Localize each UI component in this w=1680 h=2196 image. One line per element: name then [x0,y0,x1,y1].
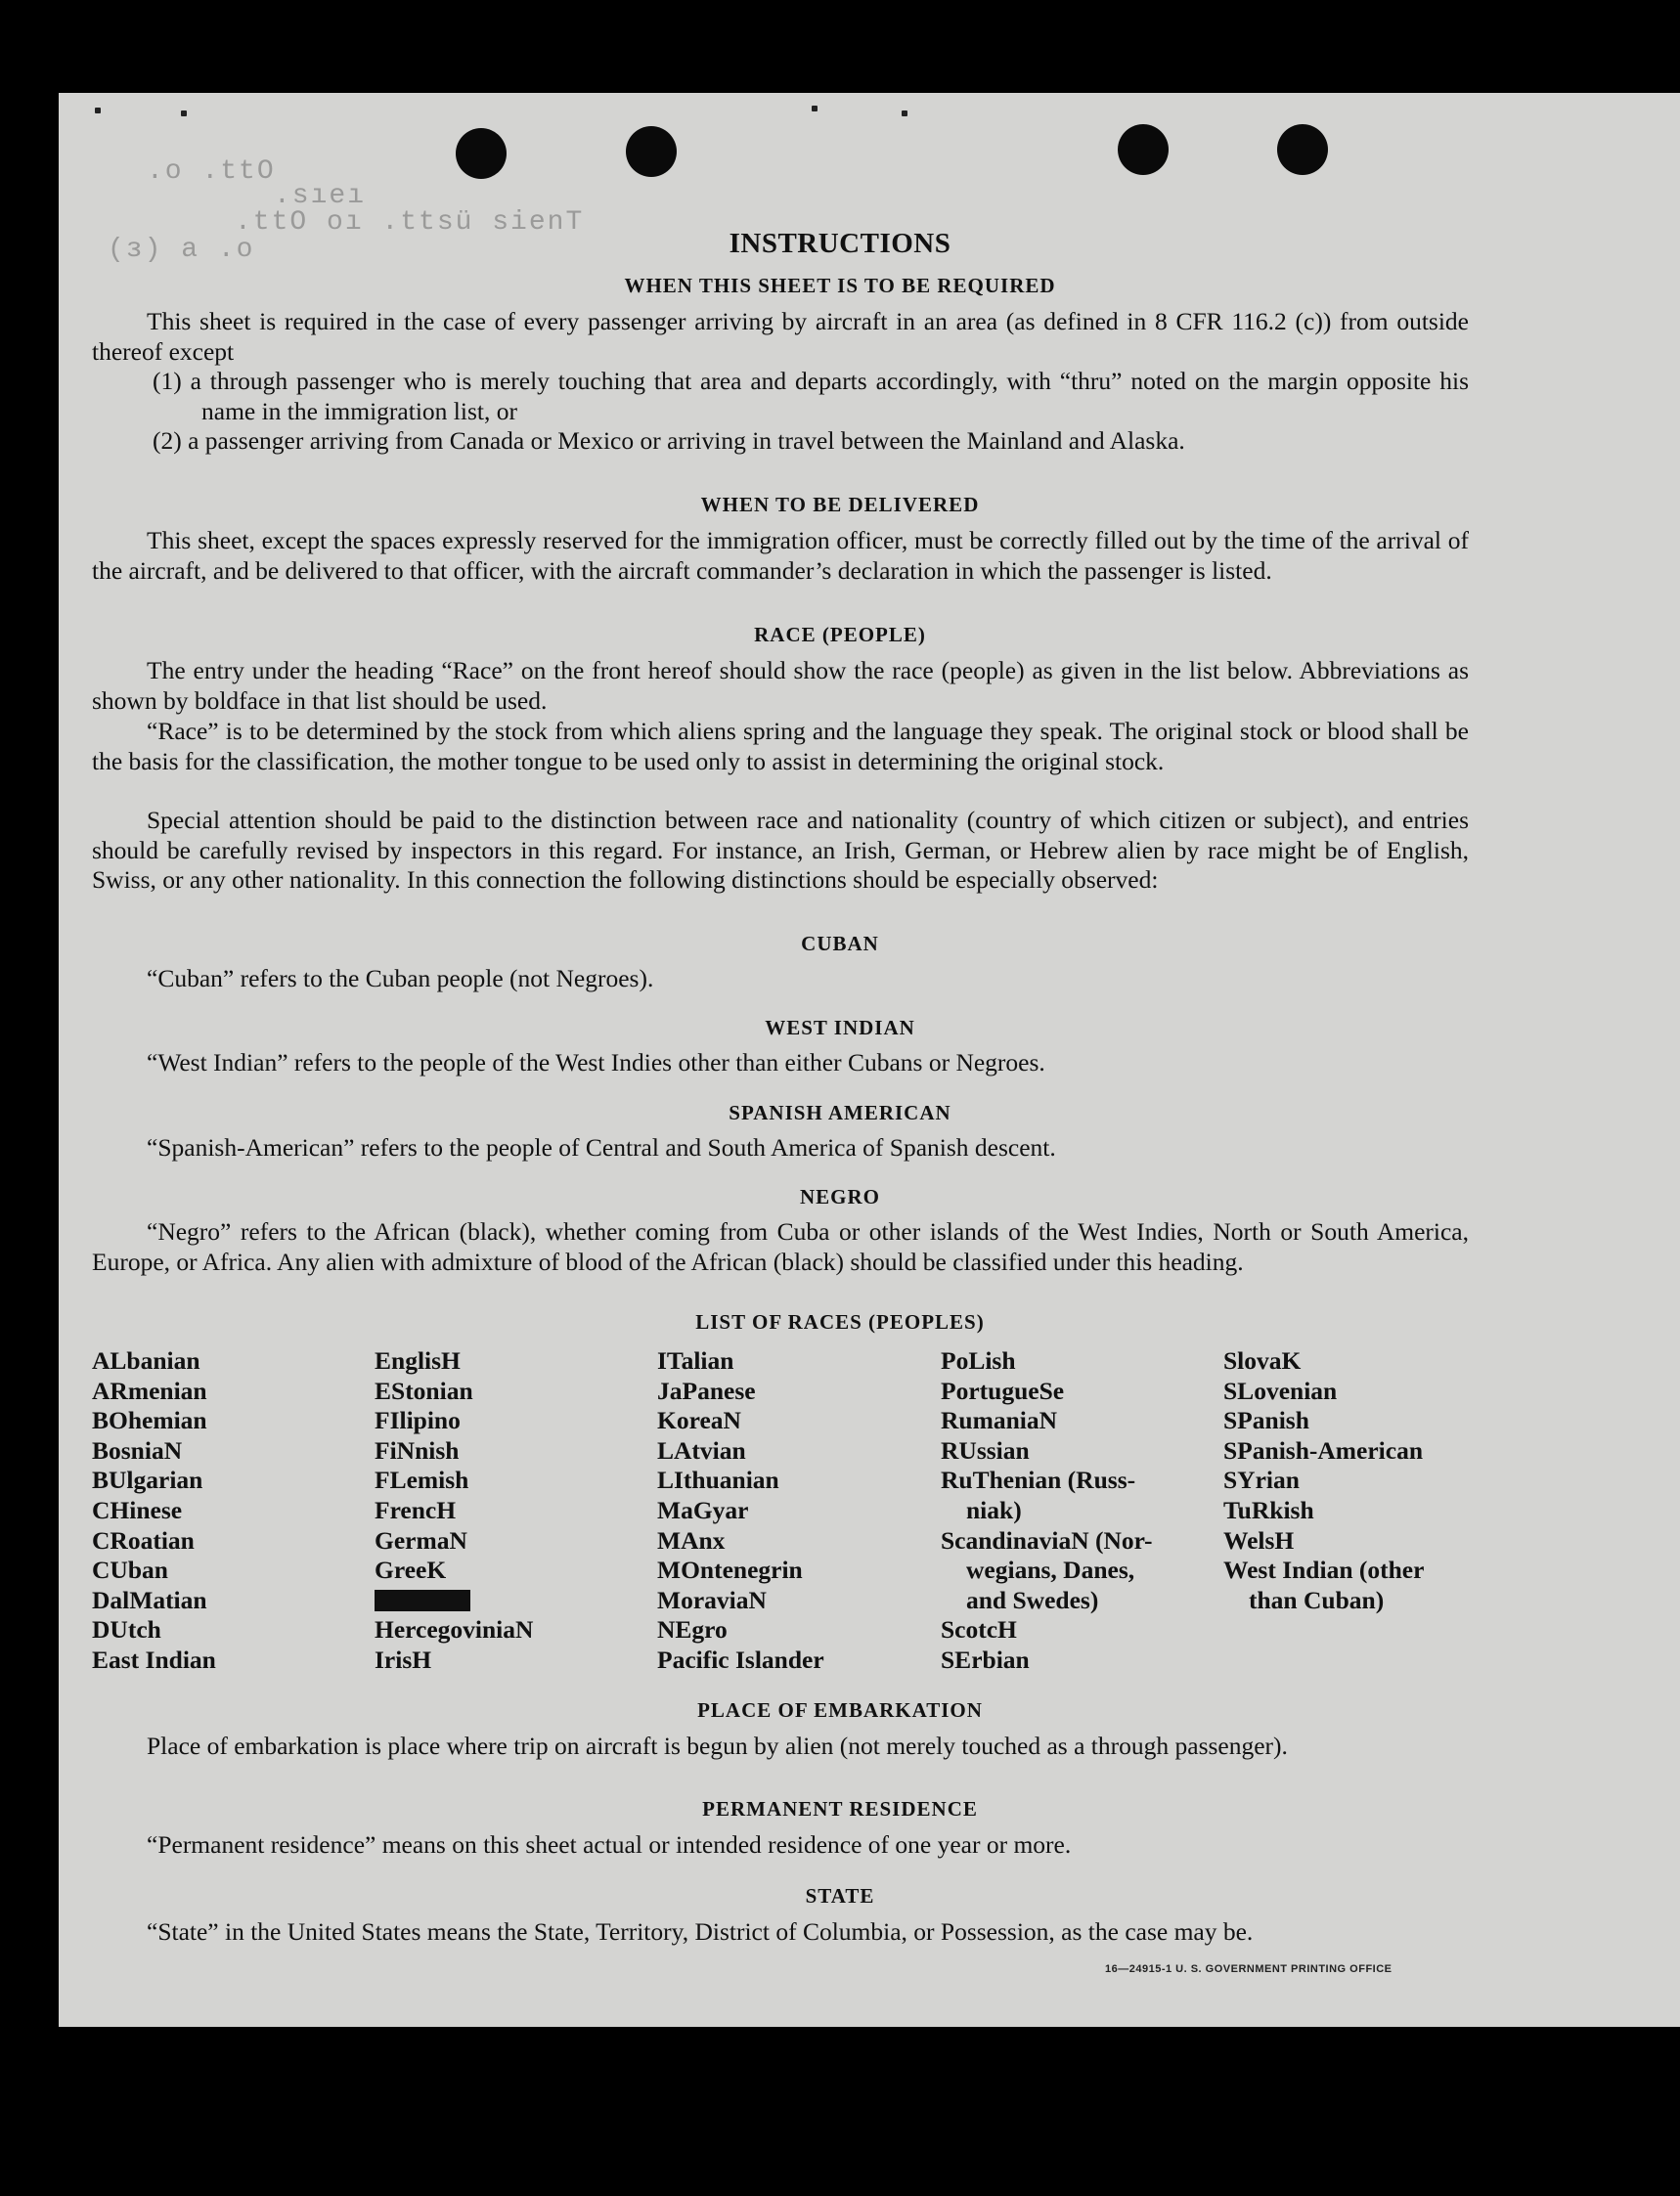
section-heading: WHEN TO BE DELIVERED [700,493,980,516]
punch-hole [456,128,507,179]
race-entry: SYrian [1223,1466,1300,1495]
race-entry: TuRkish [1223,1495,1314,1524]
list-item: (1) a through passenger who is merely touching that area and departs accordingly, with “thru” noted on the margin opposite his name in the immigration list, or [153,367,1469,425]
race-entry: ALbanian [92,1346,200,1375]
race-entry: EStonian [375,1376,473,1405]
races-column-4 [941,1346,1153,1676]
section-heading: LIST OF RACES (PEOPLES) [695,1310,985,1334]
section-heading: SPANISH AMERICAN [729,1101,951,1124]
bleed-through-text: .ttO oı .ttsü sienT [235,207,585,238]
punch-hole [1277,124,1328,175]
race-entry: West Indian (other [1223,1556,1425,1585]
race-entry: PoLish [941,1346,1016,1375]
paragraph: This sheet is required in the case of every passenger arriving by aircraft in an area (as defined in 8 CFR 116.2 (c)) from outside thereof except [92,307,1469,366]
section-heading: RACE (PEOPLE) [754,623,926,646]
race-entry: KoreaN [657,1406,741,1435]
race-entry: wegians, Danes, [966,1556,1135,1585]
paragraph: Special attention should be paid to the distinction between race and nationality (country of which citizen or subject), and entries should be carefully revised by inspectors in this regard. For instance, an Irish, German, or Hebrew alien by race might be of English, Swiss, or any other nationality. In this connection the following distinctions should be especially observed: [92,806,1469,894]
race-entry: CHinese [92,1495,183,1524]
scan-mark [95,108,101,113]
scan-mark [902,110,907,116]
punch-hole [626,126,677,177]
section-heading: PLACE OF EMBARKATION [697,1698,983,1722]
race-entry: SErbian [941,1645,1030,1674]
list-item: (2) a passenger arriving from Canada or Mexico or arriving in travel between the Mainland and Alaska. [153,426,1185,455]
race-entry: EnglisH [375,1346,461,1375]
race-entry: RumaniaN [941,1406,1058,1435]
race-entry: SLovenian [1223,1376,1338,1405]
section-heading: WHEN THIS SHEET IS TO BE REQUIRED [624,274,1056,297]
paragraph: “Cuban” refers to the Cuban people (not Negroes). [147,964,654,992]
race-entry: IrisH [375,1645,432,1674]
section-heading: WEST INDIAN [765,1016,915,1039]
races-column-2 [375,1346,533,1676]
race-entry: ARmenian [92,1376,207,1405]
race-entry: GreeK [375,1556,447,1585]
race-entry: FLemish [375,1466,469,1495]
redacted-entry [375,1586,533,1616]
bleed-through-text: (ɜ) a .o [108,235,255,265]
punch-hole [1118,124,1169,175]
race-entry: ScotcH [941,1615,1017,1645]
race-entry: ScandinaviaN (Nor- [941,1525,1153,1555]
race-entry: DUtch [92,1615,161,1645]
race-entry: GermaN [375,1525,467,1555]
paragraph: “Negro” refers to the African (black), whether coming from Cuba or other islands of the West Indies, North or South America, Europe, or Africa. Any alien with admixture of blood of the African (black) should be classified under this heading. [92,1217,1469,1276]
scan-mark [812,106,818,111]
bleed-through-text: .sıeı [274,181,367,211]
race-entry: MOntenegrin [657,1556,803,1585]
printing-office-imprint: 16—24915-1 U. S. GOVERNMENT PRINTING OFFICE [1105,1963,1393,1975]
race-entry: SPanish-American [1223,1435,1423,1465]
paragraph: “Permanent residence” means on this sheet actual or intended residence of one year or more. [147,1830,1072,1859]
race-entry: niak) [966,1495,1022,1524]
race-entry: DalMatian [92,1585,207,1614]
section-heading: CUBAN [801,932,879,955]
race-entry: than Cuban) [1249,1585,1385,1614]
paragraph: “State” in the United States means the State, Territory, District of Columbia, or Possession, as the case may be. [147,1917,1254,1946]
race-entry: MoraviaN [657,1585,767,1614]
bleed-through-text: .o .ttO [147,156,276,187]
race-entry: FiNnish [375,1435,460,1465]
race-entry: CUban [92,1556,168,1585]
scan-mark [181,110,187,116]
paragraph: Place of embarkation is place where trip on aircraft is begun by alien (not merely touched as a through passenger). [147,1732,1288,1760]
race-entry: NEgro [657,1615,728,1645]
race-entry: FIlipino [375,1406,461,1435]
races-column-5 [1223,1346,1424,1615]
section-heading: NEGRO [799,1185,880,1208]
section-heading: PERMANENT RESIDENCE [702,1797,978,1821]
section-heading: STATE [805,1884,875,1908]
race-entry: RuThenian (Russ- [941,1466,1136,1495]
race-entry: LAtvian [657,1435,746,1465]
race-entry: SlovaK [1223,1346,1302,1375]
race-entry: JaPanese [657,1376,756,1405]
race-entry: BUlgarian [92,1466,203,1495]
race-entry: WelsH [1223,1525,1295,1555]
paragraph: “Race” is to be determined by the stock from which aliens spring and the language they speak. The original stock or blood shall be the basis for the classification, the mother tongue to be used only to assist in determining the original stock. [92,717,1469,775]
race-entry: BOhemian [92,1406,207,1435]
race-entry: FrencH [375,1495,457,1524]
race-entry: LIthuanian [657,1466,779,1495]
race-entry: Pacific Islander [657,1645,824,1674]
paragraph: “West Indian” refers to the people of the West Indies other than either Cubans or Negroes. [147,1048,1045,1076]
race-entry: CRoatian [92,1525,195,1555]
race-entry: MAnx [657,1525,726,1555]
race-entry: MaGyar [657,1495,749,1524]
race-entry: HercegoviniaN [375,1615,534,1645]
race-entry: BosniaN [92,1435,183,1465]
races-column-3 [657,1346,824,1676]
race-entry: ITalian [657,1346,734,1375]
redaction-mark [375,1590,470,1611]
paragraph: This sheet, except the spaces expressly reserved for the immigration officer, must be correctly filled out by the time of the arrival of the aircraft, and be delivered to that officer, with the aircraft commander’s declaration in which the passenger is listed. [92,526,1469,585]
paragraph: “Spanish-American” refers to the people of Central and South America of Spanish descent. [147,1133,1056,1162]
page-title: INSTRUCTIONS [729,228,951,259]
paragraph: The entry under the heading “Race” on the front hereof should show the race (people) as given in the list below. Abbreviations as shown by boldface in that list should be used. [92,656,1469,715]
race-entry: RUssian [941,1435,1030,1465]
race-entry: and Swedes) [966,1585,1099,1614]
races-column-1 [92,1346,216,1676]
race-entry: SPanish [1223,1406,1309,1435]
race-entry: East Indian [92,1645,216,1674]
race-entry: PortugueSe [941,1376,1065,1405]
